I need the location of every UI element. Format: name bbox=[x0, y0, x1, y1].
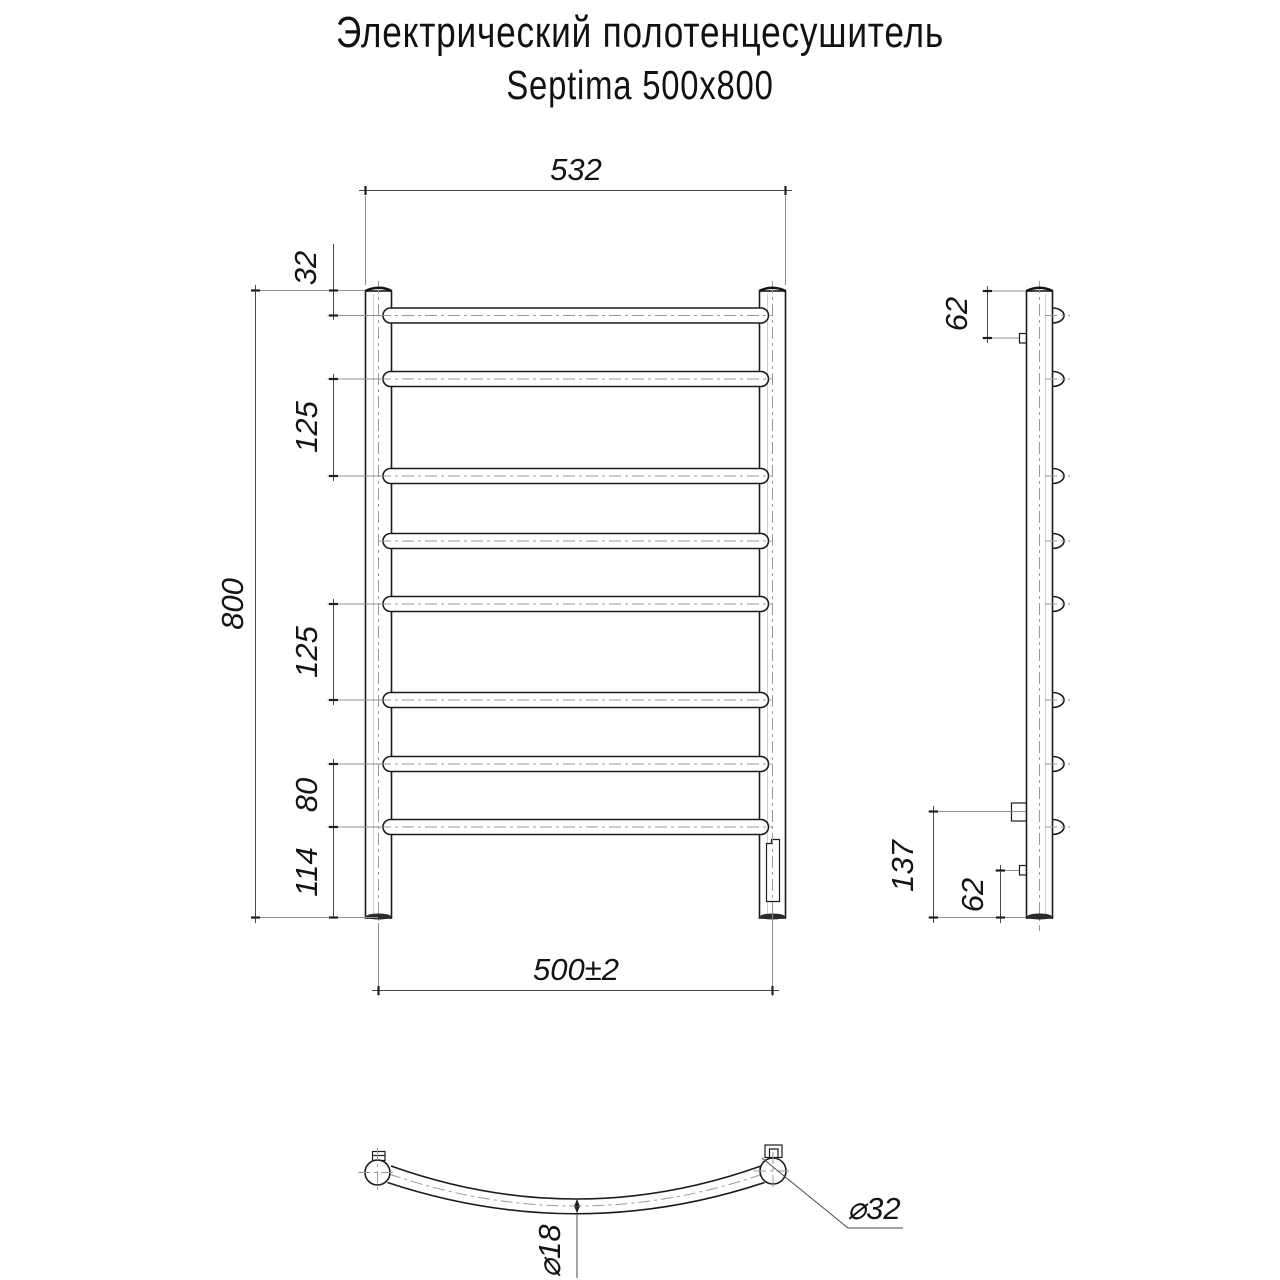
drawing-subtitle: Septima 500x800 bbox=[506, 62, 774, 108]
dim-label-d32: ⌀32 bbox=[847, 1191, 901, 1226]
dim-label-114: 114 bbox=[289, 847, 324, 897]
dim-bottom-bracket-62 bbox=[955, 865, 1019, 923]
side-view bbox=[1012, 281, 1071, 931]
dim-label-62-top: 62 bbox=[939, 296, 974, 332]
rung-curve-centerline bbox=[389, 1174, 763, 1206]
heating-element bbox=[767, 840, 780, 902]
dim-rung-diameter-18 bbox=[532, 1199, 580, 1278]
wall-bracket-top bbox=[1020, 334, 1027, 344]
dim-label-80: 80 bbox=[289, 777, 324, 813]
dim-mounting-width-500 bbox=[372, 906, 779, 996]
front-view bbox=[366, 281, 786, 931]
dim-top-bracket-62 bbox=[939, 286, 1026, 343]
side-post-bottom-cap bbox=[1027, 914, 1052, 920]
dim-label-500: 500±2 bbox=[533, 952, 619, 987]
left-post-bottom-cap bbox=[366, 914, 391, 920]
dim-label-62-bottom: 62 bbox=[955, 877, 990, 913]
dim-label-125-lower: 125 bbox=[289, 626, 324, 678]
drawing-title: Электрический полотенцесушитель bbox=[335, 8, 945, 57]
dim-label-32: 32 bbox=[288, 250, 323, 286]
dim-top-width-532 bbox=[359, 152, 792, 285]
dim-label-532: 532 bbox=[550, 152, 602, 187]
bottom-view bbox=[358, 1145, 792, 1214]
dim-label-d18: ⌀18 bbox=[532, 1224, 567, 1278]
dim-label-800: 800 bbox=[215, 578, 250, 630]
rung-centerlines bbox=[379, 316, 772, 828]
dim-label-125-upper: 125 bbox=[289, 401, 324, 453]
rung-top-edge bbox=[391, 1166, 761, 1199]
side-rung-ends bbox=[1053, 308, 1065, 835]
wall-bracket-bottom bbox=[1020, 866, 1027, 876]
dim-label-137: 137 bbox=[885, 840, 920, 892]
rungs bbox=[383, 308, 769, 835]
